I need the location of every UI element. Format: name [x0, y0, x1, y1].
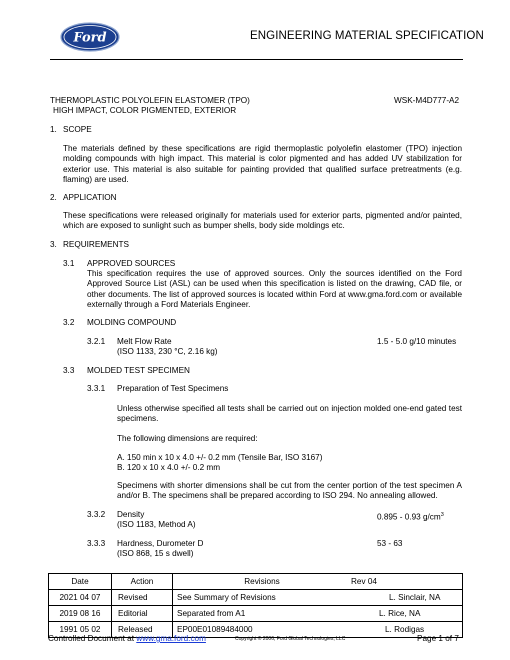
page-number: Page 1 of 7: [417, 634, 459, 643]
section-3-3-3-number: 3.3.3: [87, 539, 106, 548]
section-3-1-heading: APPROVED SOURCES: [87, 259, 176, 268]
section-1-number: 1.: [50, 125, 57, 134]
row-revision-cell: [173, 606, 463, 622]
hardness-label: Hardness, Durometer D: [117, 539, 204, 548]
header-date: Date: [49, 574, 112, 590]
document-title: ENGINEERING MATERIAL SPECIFICATION: [250, 30, 484, 42]
row-date: 2019 08 16: [49, 606, 112, 622]
section-3-3-number: 3.3: [63, 366, 75, 375]
footer-copyright: Copyright © 2006, Ford Global Technologies, LLC: [235, 636, 346, 642]
melt-flow-label: Melt Flow Rate: [117, 337, 172, 346]
section-3-number: 3.: [50, 240, 57, 249]
section-3-3-1-number: 3.3.1: [87, 384, 106, 393]
row-revision: EP00E01089484000: [177, 625, 253, 634]
spec-number: WSK-M4D777-A2: [394, 96, 460, 105]
row-action: Released: [112, 622, 173, 638]
dimension-a: A. 150 min x 10 x 4.0 +/- 0.2 mm (Tensile Bar, ISO 3167): [117, 453, 323, 462]
row-revision: Separated from A1: [177, 609, 246, 618]
section-2-body: These specifications were released originally for materials used for exterior parts, pigmented and/or painted, which are exposed to sunlight such as bumper shells, body side moldings etc.: [63, 211, 462, 231]
section-3-2-number: 3.2: [63, 318, 75, 327]
row-action: Editorial: [112, 606, 173, 622]
section-1-body: The materials defined by these specifications are rigid thermoplastic polyolefin elastomer (TPO) injection molding compounds with high impact. This material is color pigmented and has added UV stabilization for exterior use. This material is also suitable for painting provided that qualified surface pretreatments (e.g. flaming) are used.: [63, 144, 462, 184]
row-date: 2021 04 07: [49, 590, 112, 606]
row-name: L. Rice, NA: [379, 609, 421, 618]
density-unit-superscript: 3: [440, 512, 444, 518]
gma-link[interactable]: www.gma.ford.com: [136, 634, 206, 643]
density-value: [377, 510, 444, 523]
melt-flow-method: (ISO 1133, 230 °C, 2.16 kg): [117, 347, 218, 356]
hardness-method: (ISO 868, 15 s dwell): [117, 549, 194, 558]
header-action: Action: [112, 574, 173, 590]
table-row: [49, 606, 463, 622]
header-rev-number: Rev 04: [351, 577, 377, 586]
spec-title-line1: THERMOPLASTIC POLYOLEFIN ELASTOMER (TPO): [50, 96, 250, 105]
spec-title-line2: HIGH IMPACT, COLOR PIGMENTED, EXTERIOR: [53, 106, 237, 115]
header-revisions-cell: [173, 574, 463, 590]
hardness-value: 53 - 63: [377, 539, 403, 548]
ford-logo: [60, 22, 120, 52]
row-name: L. Sinclair, NA: [389, 593, 441, 602]
table-row: [49, 590, 463, 606]
density-label: Density: [117, 510, 145, 519]
test-specimen-prep-para3: Specimens with shorter dimensions shall be cut from the center portion of the test specimen A and/or B. The specimens shall be prepared according to ISO 294. No annealing allowed.: [117, 481, 462, 501]
density-method: (ISO 1183, Method A): [117, 520, 196, 529]
section-3-2-1-number: 3.2.1: [87, 337, 106, 346]
row-action: Revised: [112, 590, 173, 606]
section-3-3-2-number: 3.3.2: [87, 510, 106, 519]
ford-logo-text: Ford: [73, 30, 107, 46]
test-specimen-prep-label: Preparation of Test Specimens: [117, 384, 229, 393]
section-3-3-heading: MOLDED TEST SPECIMEN: [87, 366, 190, 375]
header-revisions: Revisions: [244, 577, 280, 586]
section-3-1-number: 3.1: [63, 259, 75, 268]
revision-table-header: [49, 574, 463, 590]
section-3-2-heading: MOLDING COMPOUND: [87, 318, 177, 327]
section-3-heading: REQUIREMENTS: [63, 240, 129, 249]
section-2-heading: APPLICATION: [63, 193, 117, 202]
test-specimen-prep-para2: The following dimensions are required:: [117, 434, 258, 443]
row-name: L. Rodigas: [385, 625, 425, 634]
section-2-number: 2.: [50, 193, 57, 202]
section-3-1-body: This specification requires the use of approved sources. Only the sources identified on the Ford Approved Source List (ASL) can be used when this specification is listed on the drawing, CAD file, or other documents. The list of approved sources is located within Ford at www.gma.ford.com or available externally through a Ford Materials Engineer.: [87, 269, 462, 309]
test-specimen-prep-para1: Unless otherwise specified all tests shall be carried out on injection molded one-end gated test specimens.: [117, 404, 462, 424]
footer-controlled: [48, 634, 206, 643]
row-revision-cell: [173, 590, 463, 606]
row-date: 1991 05 02: [49, 622, 112, 638]
density-value-text: 0.895 - 0.93 g/cm: [377, 512, 441, 522]
footer-controlled-text: Controlled Document at: [48, 634, 137, 643]
header-rule: [50, 59, 463, 60]
section-1-heading: SCOPE: [63, 125, 92, 134]
revision-table: [48, 573, 463, 638]
melt-flow-value: 1.5 - 5.0 g/10 minutes: [377, 337, 457, 346]
row-revision: See Summary of Revisions: [177, 593, 276, 602]
dimension-b: B. 120 x 10 x 4.0 +/- 0.2 mm: [117, 463, 221, 472]
